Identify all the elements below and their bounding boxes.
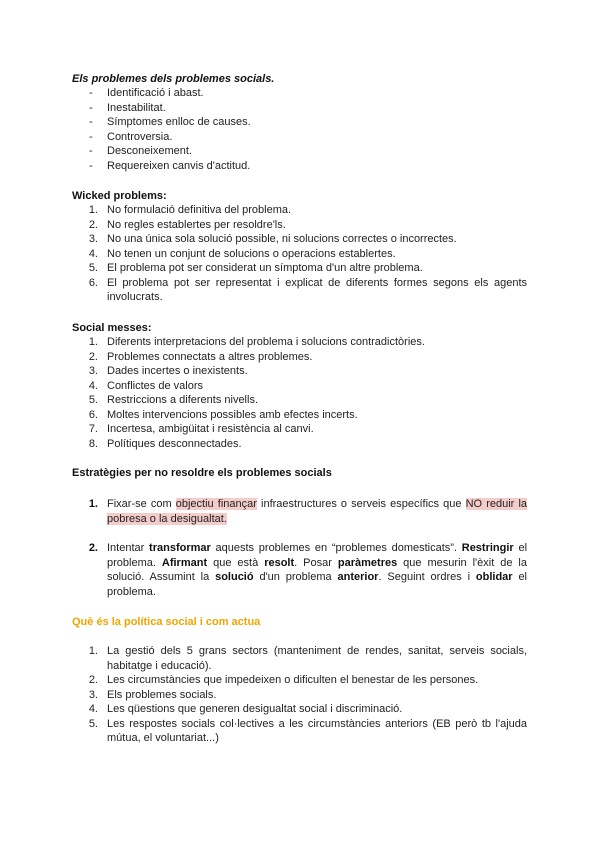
list-item: 2. Intentar transformar aquests problemes en “problemes domesticats”. Restringir el problema. Afirmant que està resolt. Posar paràmetres que mesurin l'èxit de la solució. Assumint la solució d'un problema anterior. Seguint ordres i oblidar el problema. xyxy=(88,542,528,598)
list-item: - Identificació i abast. xyxy=(89,87,204,99)
list-item: - Inestabilitat. xyxy=(89,101,166,114)
list-item: 5. Les respostes socials col·lectives a les circumstàncies anteriors (EB però tb l'ajuda mútua, el voluntariat...) xyxy=(88,717,527,744)
dash-bullet: - xyxy=(89,101,93,114)
list-wicked xyxy=(72,203,527,305)
list-item: 4. Conflictes de valors xyxy=(88,379,203,392)
list-item: 3. No una única sola solució possible, ni solucions correctes o incorrectes. xyxy=(88,233,457,245)
list-item: 1. Fixar-se com objectiu finançar infraestructures o serveis específics que NO reduir la pobresa o la desigualtat. xyxy=(88,498,528,525)
list-item: 1. La gestió dels 5 grans sectors (manteniment de rendes, sanitat, serveis socials, habitatge i educació). xyxy=(88,645,527,672)
list-item: 7. Incertesa, ambigüitat i resistència al canvi. xyxy=(88,423,314,435)
list-item: - Controversia. xyxy=(89,130,173,143)
list-messes xyxy=(72,335,527,451)
list-item: 3. Els problemes socials. xyxy=(88,688,217,701)
heading-messes: Social messes: xyxy=(72,322,152,334)
list-problemes xyxy=(72,86,527,173)
list-item: 2. Problemes connectats a altres problemes. xyxy=(88,350,313,363)
list-item: 2. No regles establertes per resoldre'ls. xyxy=(88,218,286,231)
list-item: - Desconeixement. xyxy=(89,145,192,157)
list-item: 1. Diferents interpretacions del problema i solucions contradictòries. xyxy=(88,336,425,348)
list-item: 2. Les circumstàncies que impedeixen o dificulten el benestar de les persones. xyxy=(88,674,479,686)
section-estrategies xyxy=(72,466,527,480)
section-wicked xyxy=(72,189,527,305)
dash-bullet: - xyxy=(89,159,93,172)
highlight-no-reduir: NO reduir la pobresa o la desigualtat. xyxy=(107,498,528,525)
list-politica-wrap xyxy=(72,644,527,746)
section-problemes xyxy=(72,72,527,173)
estrategia-1 xyxy=(72,497,527,526)
heading-politica: Què és la política social i com actua xyxy=(72,616,261,628)
list-item: 6. Moltes intervencions possibles amb efectes incerts. xyxy=(88,408,358,421)
dash-bullet: - xyxy=(89,116,93,128)
section-messes xyxy=(72,321,527,451)
list-item: 6. El problema pot ser representat i explicat de diferents formes segons els agents involucrats. xyxy=(88,276,527,303)
list-politica xyxy=(72,644,527,746)
dash-bullet: - xyxy=(89,130,93,143)
list-item: 4. Les qüestions que generen desigualtat social i discriminació. xyxy=(88,703,403,715)
list-item: 8. Polítiques desconnectades. xyxy=(88,437,242,450)
list-item: 1. No formulació definitiva del problema. xyxy=(88,204,292,216)
list-item: 3. Dades incertes o inexistents. xyxy=(88,365,248,377)
list-item: 5. El problema pot ser considerat un símptoma d'un altre problema. xyxy=(88,262,423,274)
list-item: - Símptomes enlloc de causes. xyxy=(89,116,251,128)
dash-bullet: - xyxy=(89,145,93,157)
heading-estrategies: Estratègies per no resoldre els problemes socials xyxy=(72,467,332,479)
heading-wicked: Wicked problems: xyxy=(72,190,167,202)
highlight-objectiu: objectiu finançar xyxy=(175,498,257,510)
estrategia-2 xyxy=(72,541,527,599)
dash-bullet: - xyxy=(89,87,93,99)
list-item: 4. No tenen un conjunt de solucions o operacions establertes. xyxy=(88,247,396,260)
heading-problemes: Els problemes dels problemes socials. xyxy=(72,73,275,85)
list-item: - Requereixen canvis d'actitud. xyxy=(89,159,251,172)
section-politica xyxy=(72,615,527,629)
list-item: 5. Restriccions a diferents nivells. xyxy=(88,394,259,406)
